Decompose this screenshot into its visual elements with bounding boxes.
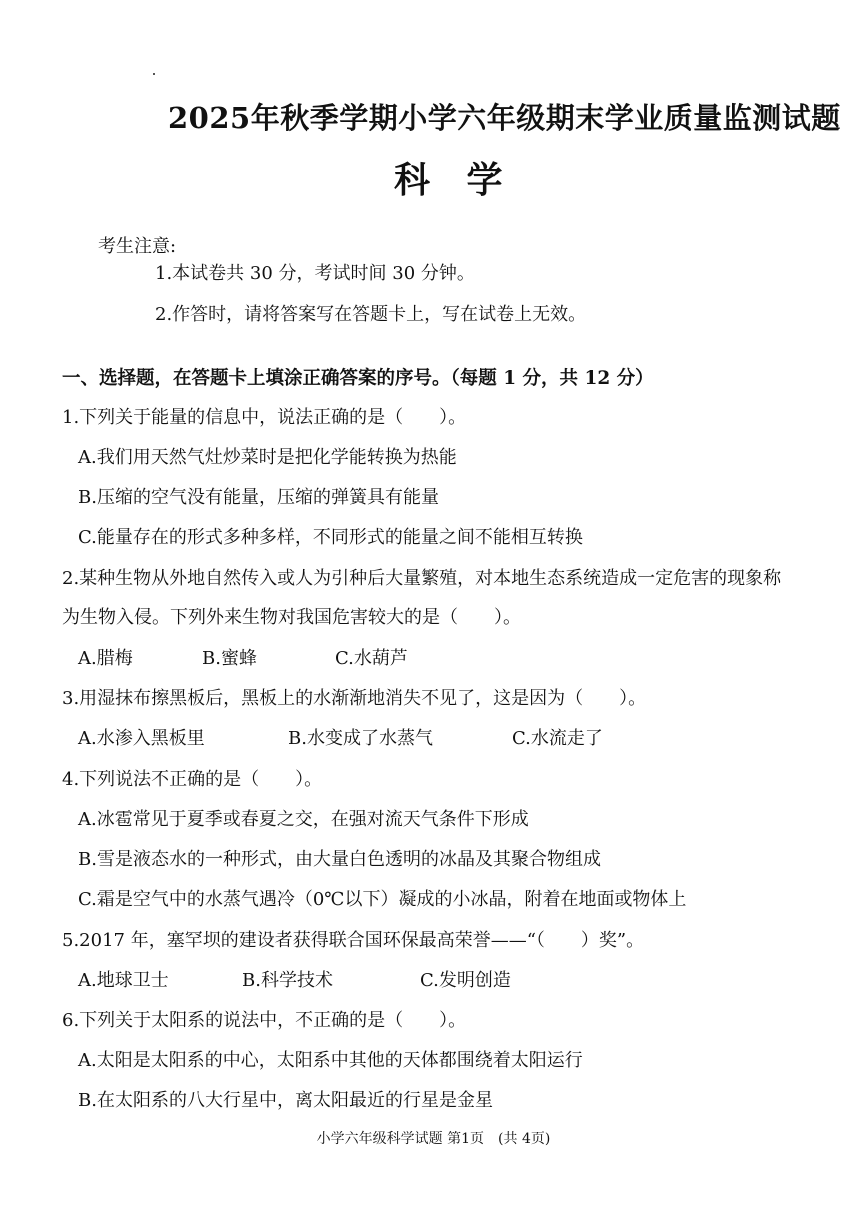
subject-title: 科 学 — [394, 159, 515, 201]
option-a: A.冰雹常见于夏季或春夏之交，在强对流天气条件下形成 — [78, 809, 529, 830]
option-a: A.水渗入黑板里 — [78, 728, 205, 749]
option-c: C.水流走了 — [512, 728, 603, 749]
page-footer: 小学六年级科学试题 第1页 (共 4页) — [316, 1131, 551, 1147]
option-b: B.雪是液态水的一种形式，由大量白色透明的冰晶及其聚合物组成 — [78, 849, 601, 870]
option-a: A.地球卫士 — [78, 970, 169, 991]
question-stem-continued: 为生物入侵。下列外来生物对我国危害较大的是（ ）。 — [62, 607, 521, 628]
option-b: B.水变成了水蒸气 — [288, 728, 433, 749]
exam-title: 2025年秋季学期小学六年级期末学业质量监测试题 — [168, 101, 841, 135]
option-a: A.腊梅 — [78, 648, 133, 669]
question-stem: 4.下列说法不正确的是（ ）。 — [62, 769, 323, 790]
question-stem: 1.下列关于能量的信息中，说法正确的是（ ）。 — [62, 407, 467, 428]
option-b: B.在太阳系的八大行星中，离太阳最近的行星是金星 — [78, 1090, 493, 1111]
option-a: A.太阳是太阳系的中心，太阳系中其他的天体都围绕着太阳运行 — [78, 1050, 583, 1071]
option-b: B.压缩的空气没有能量，压缩的弹簧具有能量 — [78, 487, 439, 508]
option-b: B.科学技术 — [242, 970, 333, 991]
question-stem: 3.用湿抹布擦黑板后，黑板上的水渐渐地消失不见了，这是因为（ ）。 — [62, 688, 647, 709]
option-b: B.蜜蜂 — [202, 648, 257, 669]
scan-speck — [153, 73, 155, 75]
option-c: C.发明创造 — [420, 970, 511, 991]
question-stem: 6.下列关于太阳系的说法中，不正确的是（ ）。 — [62, 1010, 467, 1031]
option-a: A.我们用天然气灶炒菜时是把化学能转换为热能 — [78, 447, 457, 468]
option-c: C.水葫芦 — [335, 648, 408, 669]
notice-item: 2.作答时，请将答案写在答题卡上，写在试卷上无效。 — [155, 304, 587, 325]
notice-item: 1.本试卷共 30 分，考试时间 30 分钟。 — [155, 263, 475, 284]
question-stem: 2.某种生物从外地自然传入或人为引种后大量繁殖，对本地生态系统造成一定危害的现象称 — [62, 568, 782, 589]
section-heading: 一、选择题，在答题卡上填涂正确答案的序号。（每题 1 分，共 12 分） — [62, 368, 654, 389]
option-c: C.能量存在的形式多种多样，不同形式的能量之间不能相互转换 — [78, 527, 583, 548]
question-stem: 5.2017 年，塞罕坝的建设者获得联合国环保最高荣誉——“（ ）奖”。 — [62, 930, 645, 951]
option-c: C.霜是空气中的水蒸气遇冷（0℃以下）凝成的小冰晶，附着在地面或物体上 — [78, 889, 687, 910]
notice-heading: 考生注意: — [98, 236, 177, 257]
